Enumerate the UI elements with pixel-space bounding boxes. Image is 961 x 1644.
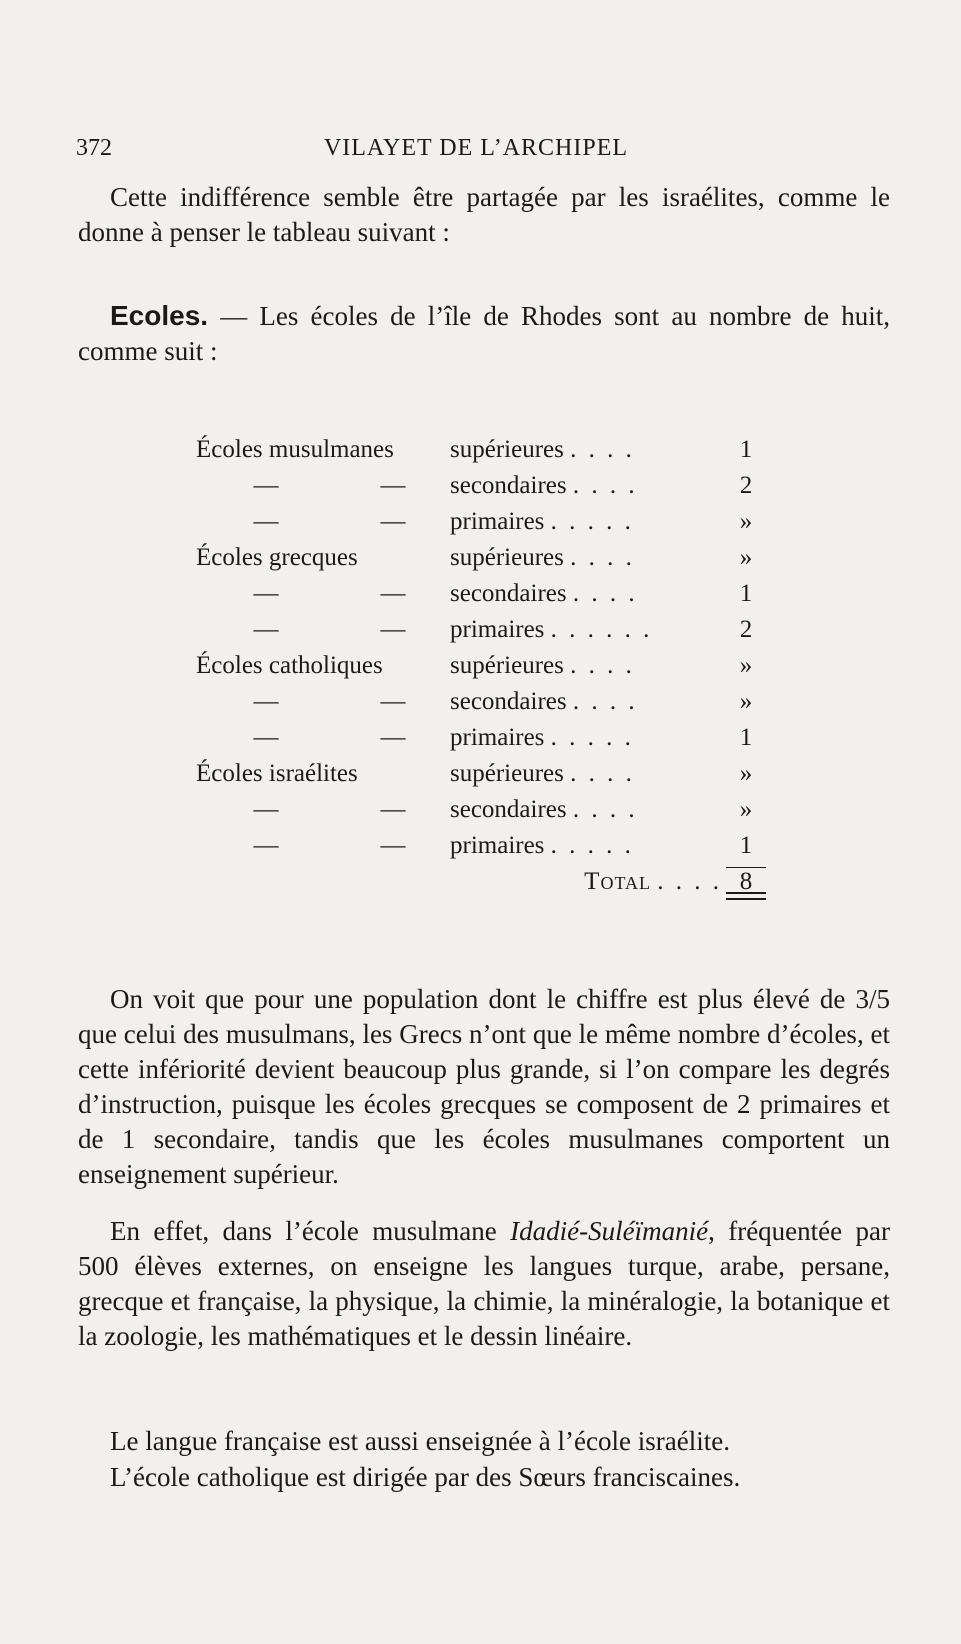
- catholic-school-paragraph: L’école catholique est dirigée par des Sœurs franciscaines.: [110, 1462, 741, 1492]
- leader-dots: . . . . .: [550, 832, 634, 859]
- school-group-label: Écoles catholiques: [196, 652, 383, 679]
- leader-dots: . . . .: [572, 580, 638, 607]
- page-number: 372: [76, 135, 112, 161]
- table-row: [196, 504, 766, 540]
- sum-rule: [726, 867, 766, 868]
- school-level: [450, 540, 726, 576]
- table-row: [196, 648, 766, 684]
- french-language-paragraph: Le langue française est aussi enseignée à l’école israélite.: [110, 1426, 730, 1456]
- intro-paragraph: Cette indifférence semble être partagée par les israélites, comme le donne à penser le tableau suivant :: [78, 182, 890, 247]
- total-label-cell: [450, 864, 726, 900]
- level-label: supérieures: [450, 544, 564, 571]
- ditto-mark: —: [380, 796, 406, 823]
- table-row: [196, 468, 766, 504]
- section-heading: Ecoles.: [110, 300, 209, 331]
- school-count: 1: [739, 724, 753, 751]
- school-count: »: [739, 760, 753, 787]
- leader-dots: . . . .: [572, 472, 638, 499]
- school-level: [450, 648, 726, 684]
- table-row: [196, 756, 766, 792]
- ditto-mark: —: [253, 472, 279, 499]
- school-level: [450, 684, 726, 720]
- leader-dots: . . . . .: [550, 724, 634, 751]
- school-group-label: Écoles musulmanes: [196, 436, 394, 463]
- leader-dots: . . . .: [570, 652, 635, 679]
- ditto-mark: —: [253, 508, 279, 535]
- page-header: [76, 135, 876, 165]
- level-label: secondaires: [450, 688, 567, 715]
- level-label: supérieures: [450, 436, 564, 463]
- leader-dots: . . . .: [570, 436, 635, 463]
- leader-dots: . . . . .: [550, 508, 634, 535]
- school-group-label: Écoles grecques: [196, 544, 358, 571]
- ditto-mark: —: [253, 580, 279, 607]
- level-label: secondaires: [450, 472, 567, 499]
- level-label: primaires: [450, 724, 545, 751]
- table-row: [196, 720, 766, 756]
- school-group-label: Écoles israélites: [196, 760, 358, 787]
- leader-dots: . . . .: [572, 688, 638, 715]
- school-count: 2: [739, 472, 753, 499]
- school-count: »: [739, 796, 753, 823]
- school-level: [450, 756, 726, 792]
- running-title: VILAYET DE L’ARCHIPEL: [323, 135, 629, 161]
- school-count: 1: [739, 580, 753, 607]
- ditto-mark: —: [380, 508, 406, 535]
- school-count: 2: [739, 616, 753, 643]
- school-level: [450, 828, 726, 864]
- ditto-mark: —: [253, 832, 279, 859]
- comparison-paragraph: On voit que pour une population dont le chiffre est plus élevé de 3/5 que celui des musulmans, les Grecs n’ont que le même nombre d’écoles, et cette infériorité devient beaucoup plus grande, si l’on compare les degrés d’instruction, puisque les écoles grecques se composent de 2 primaires et de 1 secondaire, tandis que les écoles musulmanes comportent un enseignement supérieur.: [78, 984, 890, 1189]
- school-name: Idadié-Suléïmanié: [510, 1216, 709, 1246]
- school-count: 1: [739, 436, 753, 463]
- level-label: primaires: [450, 832, 545, 859]
- level-label: supérieures: [450, 652, 564, 679]
- total-label: Total: [584, 868, 651, 895]
- ditto-mark: —: [380, 472, 406, 499]
- leader-dots: . . . .: [570, 544, 635, 571]
- school-level: [450, 612, 726, 648]
- ditto-mark: —: [380, 580, 406, 607]
- curriculum-text-after: , fréquentée par 500 élèves externes, on enseigne les langues turque, arabe, persane, grecque et française, la physique, la chimie, la minéralogie, la botanique et la zoologie, les mathématiques et le dessin linéaire.: [78, 1216, 890, 1351]
- school-count: »: [739, 688, 753, 715]
- school-level: [450, 504, 726, 540]
- table-row: [196, 828, 766, 864]
- level-label: secondaires: [450, 580, 567, 607]
- table-row: [196, 576, 766, 612]
- ditto-mark: —: [380, 724, 406, 751]
- curriculum-paragraph: [78, 1214, 890, 1354]
- schools-table: [196, 432, 766, 900]
- school-count: »: [739, 508, 753, 535]
- ditto-mark: —: [380, 616, 406, 643]
- table-row: [196, 684, 766, 720]
- total-row: [196, 864, 766, 900]
- school-level: [450, 468, 726, 504]
- school-level: [450, 432, 726, 468]
- level-label: primaires: [450, 616, 545, 643]
- school-level: [450, 576, 726, 612]
- table-row: [196, 432, 766, 468]
- double-rule: [726, 892, 766, 900]
- table-row: [196, 612, 766, 648]
- school-count: 1: [739, 832, 753, 859]
- school-level: [450, 792, 726, 828]
- level-label: supérieures: [450, 760, 564, 787]
- school-level: [450, 720, 726, 756]
- ditto-mark: —: [380, 832, 406, 859]
- leader-dots: . . . .: [657, 868, 722, 895]
- level-label: secondaires: [450, 796, 567, 823]
- table-row: [196, 792, 766, 828]
- leader-dots: . . . . . .: [550, 616, 653, 643]
- total-spacer: [196, 864, 450, 900]
- ditto-mark: —: [253, 688, 279, 715]
- school-count: »: [739, 544, 753, 571]
- ecoles-paragraph: [78, 298, 890, 369]
- school-count: »: [739, 652, 753, 679]
- leader-dots: . . . .: [570, 760, 635, 787]
- ditto-mark: —: [253, 796, 279, 823]
- table-row: [196, 540, 766, 576]
- ditto-mark: —: [253, 724, 279, 751]
- curriculum-text-before: En effet, dans l’école musulmane: [110, 1216, 511, 1246]
- total-value-cell: [726, 864, 766, 900]
- total-value: 8: [739, 868, 753, 895]
- level-label: primaires: [450, 508, 545, 535]
- leader-dots: . . . .: [572, 796, 638, 823]
- ditto-mark: —: [380, 688, 406, 715]
- ecoles-text: — Les écoles de l’île de Rhodes sont au nombre de huit, comme suit :: [78, 301, 890, 366]
- ditto-mark: —: [253, 616, 279, 643]
